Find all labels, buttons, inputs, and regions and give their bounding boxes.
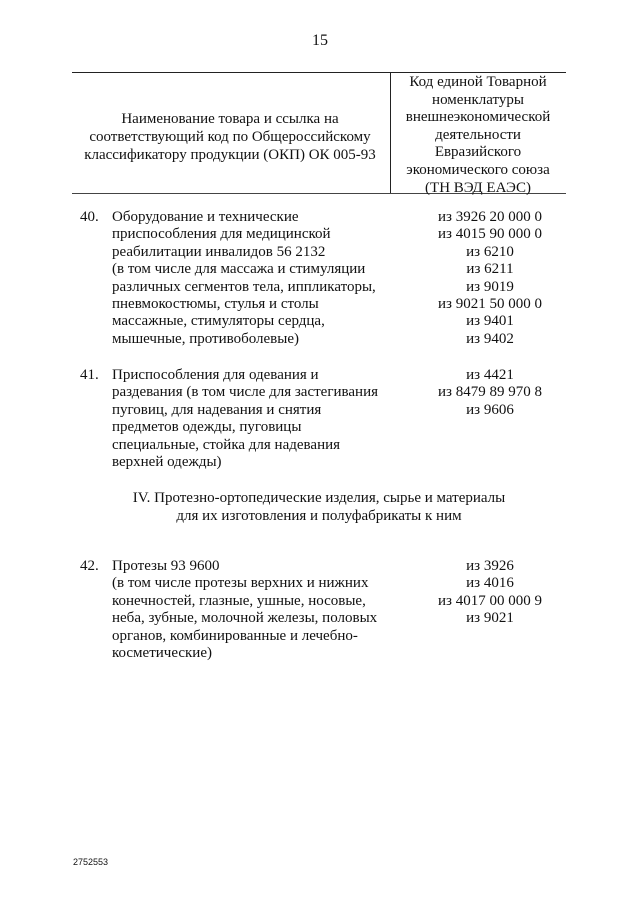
code-line: из 4017 00 000 9 — [438, 592, 542, 609]
description-line: конечностей, глазные, ушные, носовые, — [112, 592, 366, 609]
header-name-line: соответствующий код по Общероссийскому — [89, 129, 371, 145]
row-codes — [414, 558, 566, 628]
code-line: из 9402 — [466, 330, 514, 347]
header-name-column — [74, 110, 386, 164]
header-name-line: Наименование товара и ссылка на — [121, 111, 339, 127]
description-line: Протезы 93 9600 — [112, 558, 220, 574]
code-line: из 4421 — [466, 367, 514, 383]
description-line: предметов одежды, пуговицы — [112, 419, 302, 436]
code-line: из 9606 — [466, 401, 514, 418]
header-code-line: (ТН ВЭД ЕАЭС) — [425, 179, 531, 196]
description-line: пуговиц, для надевания и снятия — [112, 401, 322, 418]
header-code-line: экономического союза — [406, 161, 550, 178]
section-heading — [72, 489, 566, 525]
row-description — [112, 367, 412, 471]
header-code-line: Евразийского — [434, 144, 522, 161]
page-number: 15 — [312, 32, 328, 49]
code-line: из 3926 — [466, 558, 514, 574]
code-line: из 9019 — [466, 278, 514, 295]
section-heading-line: IV. Протезно-ортопедические изделия, сырье и материалы — [132, 490, 506, 506]
header-code-line: внешнеэкономической — [405, 109, 551, 126]
header-code-line: Код единой Товарной — [409, 74, 547, 90]
description-line: органов, комбинированные и лечебно- — [112, 627, 358, 644]
header-name-line: классификатору продукции (ОКП) ОК 005-93 — [84, 147, 376, 163]
code-line: из 4015 90 000 0 — [438, 226, 542, 243]
code-line: из 9401 — [466, 313, 514, 330]
description-line: массажные, стимуляторы сердца, — [112, 313, 325, 330]
row-description — [112, 558, 412, 662]
table-top-rule — [72, 72, 566, 73]
header-code-column — [392, 74, 564, 197]
row-codes — [414, 209, 566, 348]
code-line: из 9021 50 000 0 — [438, 296, 542, 313]
header-code-line: деятельности — [435, 126, 521, 143]
description-line: пневмокостюмы, стулья и столы — [112, 296, 319, 313]
description-line: приспособления для медицинской — [112, 226, 331, 243]
row-codes — [414, 367, 566, 419]
description-line: специальные, стойка для надевания — [112, 436, 341, 453]
code-line: из 6211 — [466, 261, 514, 278]
row-description — [112, 209, 412, 348]
description-line: мышечные, противоболевые) — [112, 330, 299, 347]
section-heading-line: для их изготовления и полуфабрикаты к ним — [176, 508, 462, 524]
table-column-divider — [390, 72, 391, 193]
description-line: Оборудование и технические — [112, 209, 299, 225]
description-line: неба, зубные, молочной железы, половых — [112, 610, 378, 627]
description-line: раздевания (в том числе для застегивания — [112, 384, 379, 401]
document-id: 2752553 — [73, 857, 109, 867]
code-line: из 3926 20 000 0 — [438, 209, 542, 225]
code-line: из 9021 — [466, 610, 514, 627]
description-line: различных сегментов тела, иппликаторы, — [112, 278, 376, 295]
description-line: верхней одежды) — [112, 454, 222, 471]
description-line: (в том числе протезы верхних и нижних — [112, 575, 369, 592]
description-line: Приспособления для одевания и — [112, 367, 319, 383]
code-line: из 4016 — [466, 575, 514, 592]
code-line: из 8479 89 970 8 — [438, 384, 542, 401]
row-number: 41. — [80, 367, 99, 383]
header-code-line: номенклатуры — [432, 91, 524, 108]
description-line: реабилитации инвалидов 56 2132 — [112, 243, 326, 260]
row-number: 40. — [80, 209, 99, 225]
code-line: из 6210 — [466, 243, 514, 260]
row-number: 42. — [80, 558, 99, 574]
description-line: (в том числе для массажа и стимуляции — [112, 261, 366, 278]
description-line: косметические) — [112, 645, 212, 662]
